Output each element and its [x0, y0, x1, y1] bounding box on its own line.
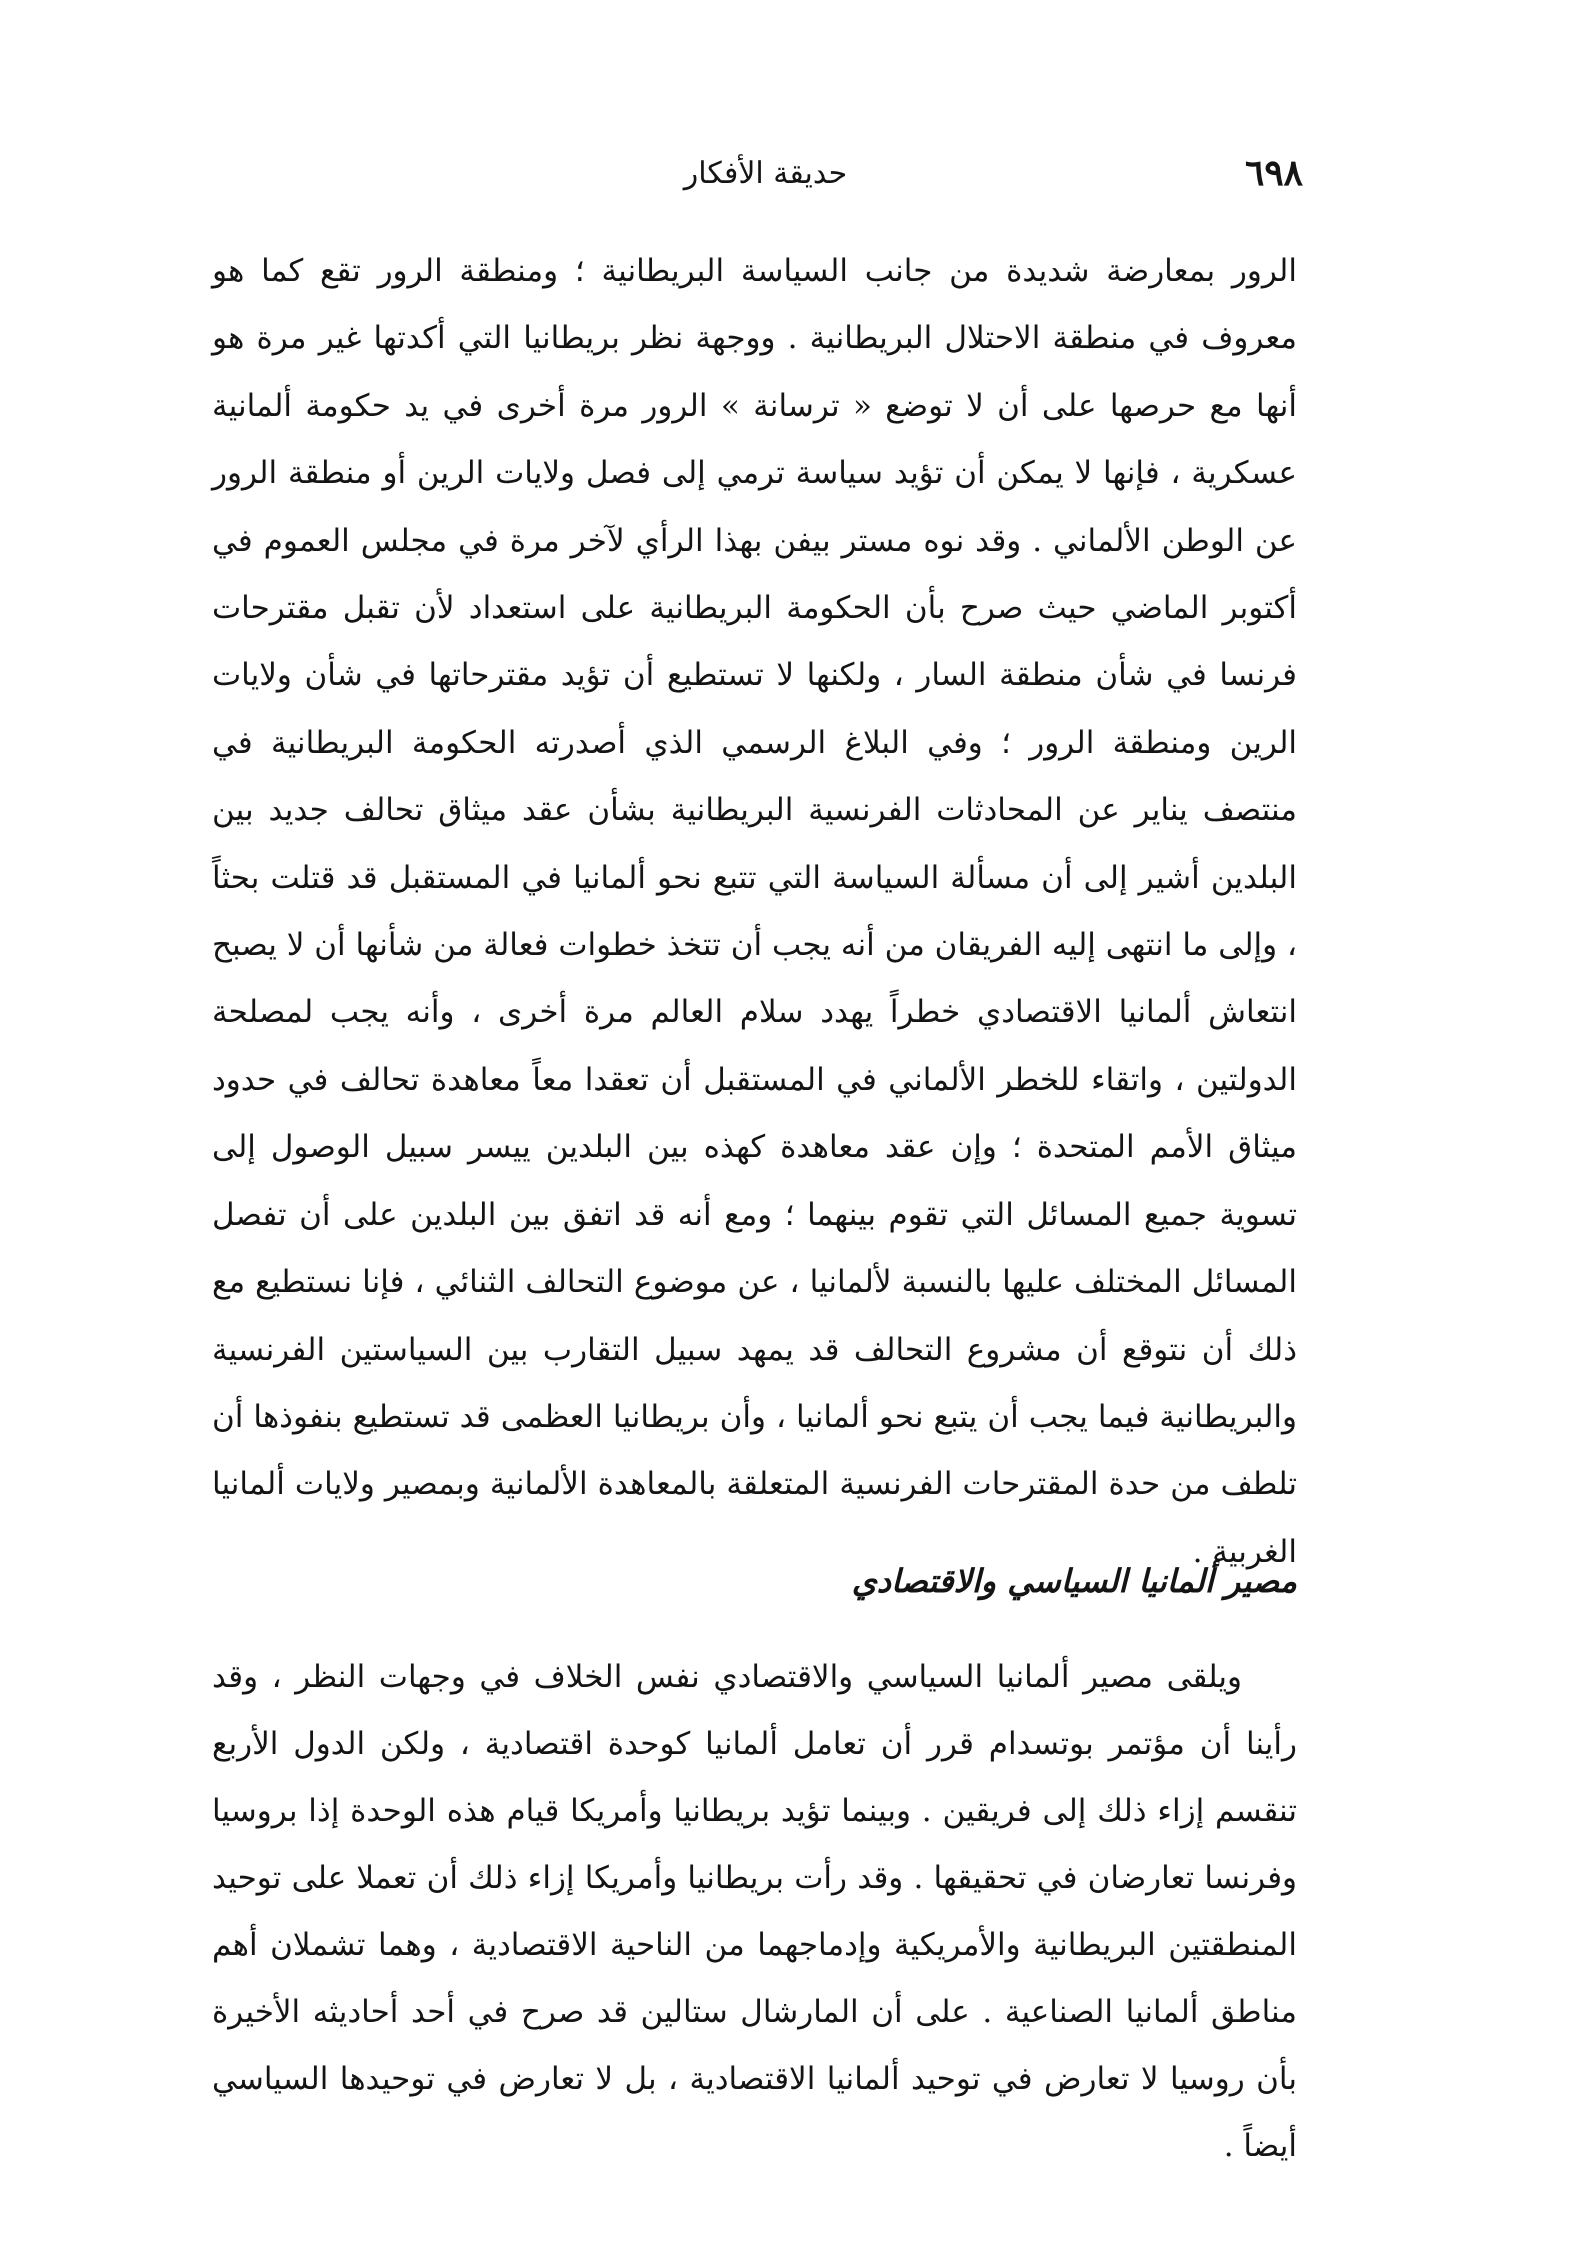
- body-paragraph-1: الرور بمعارضة شديدة من جانب السياسة البريطانية ؛ ومنطقة الرور تقع كما هو معروف في منطقة الاحتلال البريطانية . ووجهة نظر بريطانيا التي أكدتها غير مرة هو أنها مع حرصها على أن لا توضع « ترسانة » الرور مرة أخرى في يد حكومة ألمانية عسكرية ، فإنها لا يمكن أن تؤيد سياسة ترمي إلى فصل ولايات الرين أو منطقة الرور عن الوطن الألماني . وقد نوه مستر بيفن بهذا الرأي لآخر مرة في مجلس العموم في أكتوبر الماضي حيث صرح بأن الحكومة البريطانية على استعداد لأن تقبل مقترحات فرنسا في شأن منطقة السار ، ولكنها لا تستطيع أن تؤيد مقترحاتها في شأن ولايات الرين ومنطقة الرور ؛ وفي البلاغ الرسمي الذي أصدرته الحكومة البريطانية في منتصف يناير عن المحادثات الفرنسية البريطانية بشأن عقد ميثاق تحالف جديد بين البلدين أشير إلى أن مسألة السياسة التي تتبع نحو ألمانيا في المستقبل قد قتلت بحثاً ، وإلى ما انتهى إليه الفريقان من أنه يجب أن تتخذ خطوات فعالة من شأنها أن لا يصبح انتعاش ألمانيا الاقتصادي خطراً يهدد سلام العالم مرة أخرى ، وأنه يجب لمصلحة الدولتين ، واتقاء للخطر الألماني في المستقبل أن تعقدا معاً معاهدة تحالف في حدود ميثاق الأمم المتحدة ؛ وإن عقد معاهدة كهذه بين البلدين ييسر سبيل الوصول إلى تسوية جميع المسائل التي تقوم بينهما ؛ ومع أنه قد اتفق بين البلدين على أن تفصل المسائل المختلف عليها بالنسبة لألمانيا ، عن موضوع التحالف الثنائي ، فإنا نستطيع مع ذلك أن نتوقع أن مشروع التحالف قد يمهد سبيل التقارب بين السياستين الفرنسية والبريطانية فيما يجب أن يتبع نحو ألمانيا ، وأن بريطانيا العظمى قد تستطيع بنفوذها أن تلطف من حدة المقترحات الفرنسية المتعلقة بالمعاهدة الألمانية وبمصير ولايات ألمانيا الغربية .: [212, 253, 1297, 1570]
- book-title: حديقة الأفكار: [683, 156, 848, 191]
- running-head: [228, 152, 1303, 212]
- section-heading: مصير ألمانيا السياسي والاقتصادي: [851, 1562, 1297, 1600]
- page-number: ٦٩٨: [1244, 152, 1303, 194]
- body-paragraph-2: ويلقى مصير ألمانيا السياسي والاقتصادي نفس الخلاف في وجهات النظر ، وقد رأينا أن مؤتمر بوتسدام قرر أن تعامل ألمانيا كوحدة اقتصادية ، ولكن الدول الأربع تنقسم إزاء ذلك إلى فريقين . وبينما تؤيد بريطانيا وأمريكا قيام هذه الوحدة إذا بروسيا وفرنسا تعارضان في تحقيقها . وقد رأت بريطانيا وأمريكا إزاء ذلك أن تعملا على توحيد المنطقتين البريطانية والأمريكية وإدماجهما من الناحية الاقتصادية ، وهما تشملان أهم مناطق ألمانيا الصناعية . على أن المارشال ستالين قد صرح في أحد أحاديثه الأخيرة بأن روسيا لا تعارض في توحيد ألمانيا الاقتصادية ، بل لا تعارض في توحيدها السياسي أيضاً .: [212, 1659, 1297, 2164]
